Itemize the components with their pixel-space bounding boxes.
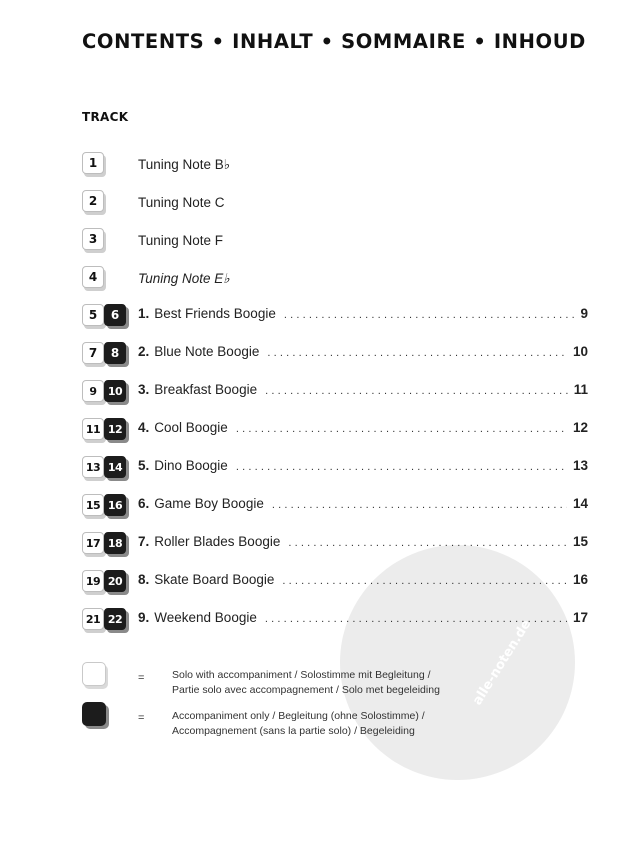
- track-box-solo: 13: [82, 456, 104, 478]
- track-box-accompaniment: 6: [104, 304, 126, 326]
- entry-page-number: 12: [572, 420, 588, 435]
- legend-solo-line1: Solo with accompaniment / Solostimme mit Begleitung /: [172, 669, 431, 681]
- toc-entry[interactable]: [0, 494, 640, 524]
- dot-leader: [267, 347, 567, 359]
- tuning-row: [0, 152, 640, 182]
- tuning-label: Tuning Note F: [138, 233, 224, 248]
- legend-solo-text: [172, 668, 472, 698]
- toc-entry[interactable]: [0, 570, 640, 600]
- entry-line: [138, 306, 588, 326]
- track-box-accompaniment: 14: [104, 456, 126, 478]
- entry-number: 8.: [138, 572, 150, 587]
- entry-page-number: 15: [572, 534, 588, 549]
- track-box-solo: 3: [82, 228, 104, 250]
- track-box-accompaniment: 16: [104, 494, 126, 516]
- entry-line: [138, 382, 588, 402]
- tuning-label: Tuning Note E♭: [138, 271, 230, 286]
- track-box-solo: 2: [82, 190, 104, 212]
- dot-leader: [265, 385, 568, 397]
- entry-number: 2.: [138, 344, 150, 359]
- entry-line: [138, 344, 588, 364]
- entry-title: Blue Note Boogie: [154, 344, 260, 359]
- toc-entry[interactable]: [0, 342, 640, 372]
- tuning-row: [0, 266, 640, 296]
- track-box-solo: 9: [82, 380, 104, 402]
- tuning-label: Tuning Note C: [138, 195, 225, 210]
- entry-line: [138, 458, 588, 478]
- entry-number: 1.: [138, 306, 150, 321]
- entry-page-number: 14: [572, 496, 588, 511]
- entry-title: Dino Boogie: [154, 458, 228, 473]
- entry-number: 4.: [138, 420, 150, 435]
- legend-accompaniment-line1: Accompaniment only / Begleitung (ohne Solostimme) /: [172, 710, 425, 722]
- track-box-solo: 4: [82, 266, 104, 288]
- entry-number: 5.: [138, 458, 150, 473]
- entry-line: [138, 572, 588, 592]
- dot-leader: [288, 537, 567, 549]
- entry-line: [138, 496, 588, 516]
- entry-line: [138, 534, 588, 554]
- toc-entry[interactable]: [0, 456, 640, 486]
- track-column-header: TRACK: [82, 110, 129, 124]
- entry-line: [138, 610, 588, 630]
- legend-solo-swatch: [82, 662, 106, 686]
- dot-leader: [284, 309, 575, 321]
- dot-leader: [282, 575, 567, 587]
- entry-title: Skate Board Boogie: [154, 572, 275, 587]
- dot-leader: [272, 499, 567, 511]
- track-box-accompaniment: 10: [104, 380, 126, 402]
- tuning-row: [0, 190, 640, 220]
- entry-number: 3.: [138, 382, 150, 397]
- toc-entry[interactable]: [0, 304, 640, 334]
- entry-page-number: 17: [572, 610, 588, 625]
- legend-equals: =: [138, 712, 145, 724]
- dot-leader: [265, 613, 567, 625]
- toc-entry[interactable]: [0, 418, 640, 448]
- legend-accompaniment-text: [172, 709, 472, 739]
- legend-equals: =: [138, 672, 145, 684]
- legend-solo-line2: Partie solo avec accompagnement / Solo met begeleiding: [172, 684, 440, 696]
- entry-title: Cool Boogie: [154, 420, 228, 435]
- toc-entry[interactable]: [0, 608, 640, 638]
- entry-number: 7.: [138, 534, 150, 549]
- toc-entry[interactable]: [0, 532, 640, 562]
- track-box-accompaniment: 8: [104, 342, 126, 364]
- entry-number: 6.: [138, 496, 150, 511]
- entry-title: Roller Blades Boogie: [154, 534, 281, 549]
- tuning-label: Tuning Note B♭: [138, 157, 231, 172]
- entry-number: 9.: [138, 610, 150, 625]
- entry-page-number: 16: [572, 572, 588, 587]
- track-box-solo: 17: [82, 532, 104, 554]
- track-box-solo: 19: [82, 570, 104, 592]
- track-box-solo: 15: [82, 494, 104, 516]
- legend-accompaniment-line2: Accompagnement (sans la partie solo) / Begeleiding: [172, 725, 415, 737]
- track-box-accompaniment: 18: [104, 532, 126, 554]
- toc-entry[interactable]: [0, 380, 640, 410]
- watermark-text: alle-noten.de: [470, 617, 535, 708]
- legend-accompaniment-swatch: [82, 702, 106, 726]
- tuning-row: [0, 228, 640, 258]
- track-box-solo: 5: [82, 304, 104, 326]
- track-box-solo: 1: [82, 152, 104, 174]
- entry-title: Weekend Boogie: [154, 610, 257, 625]
- entry-title: Game Boy Boogie: [154, 496, 264, 511]
- entry-title: Breakfast Boogie: [154, 382, 258, 397]
- track-box-accompaniment: 12: [104, 418, 126, 440]
- entry-page-number: 10: [572, 344, 588, 359]
- track-box-accompaniment: 22: [104, 608, 126, 630]
- entry-page-number: 9: [580, 306, 588, 321]
- track-box-solo: 7: [82, 342, 104, 364]
- track-box-solo: 11: [82, 418, 104, 440]
- entry-page-number: 11: [573, 382, 588, 397]
- dot-leader: [236, 461, 567, 473]
- entry-page-number: 13: [572, 458, 588, 473]
- page-title: CONTENTS • INHALT • SOMMAIRE • INHOUD: [82, 30, 586, 53]
- entry-title: Best Friends Boogie: [154, 306, 276, 321]
- dot-leader: [236, 423, 567, 435]
- track-box-accompaniment: 20: [104, 570, 126, 592]
- entry-line: [138, 420, 588, 440]
- track-box-solo: 21: [82, 608, 104, 630]
